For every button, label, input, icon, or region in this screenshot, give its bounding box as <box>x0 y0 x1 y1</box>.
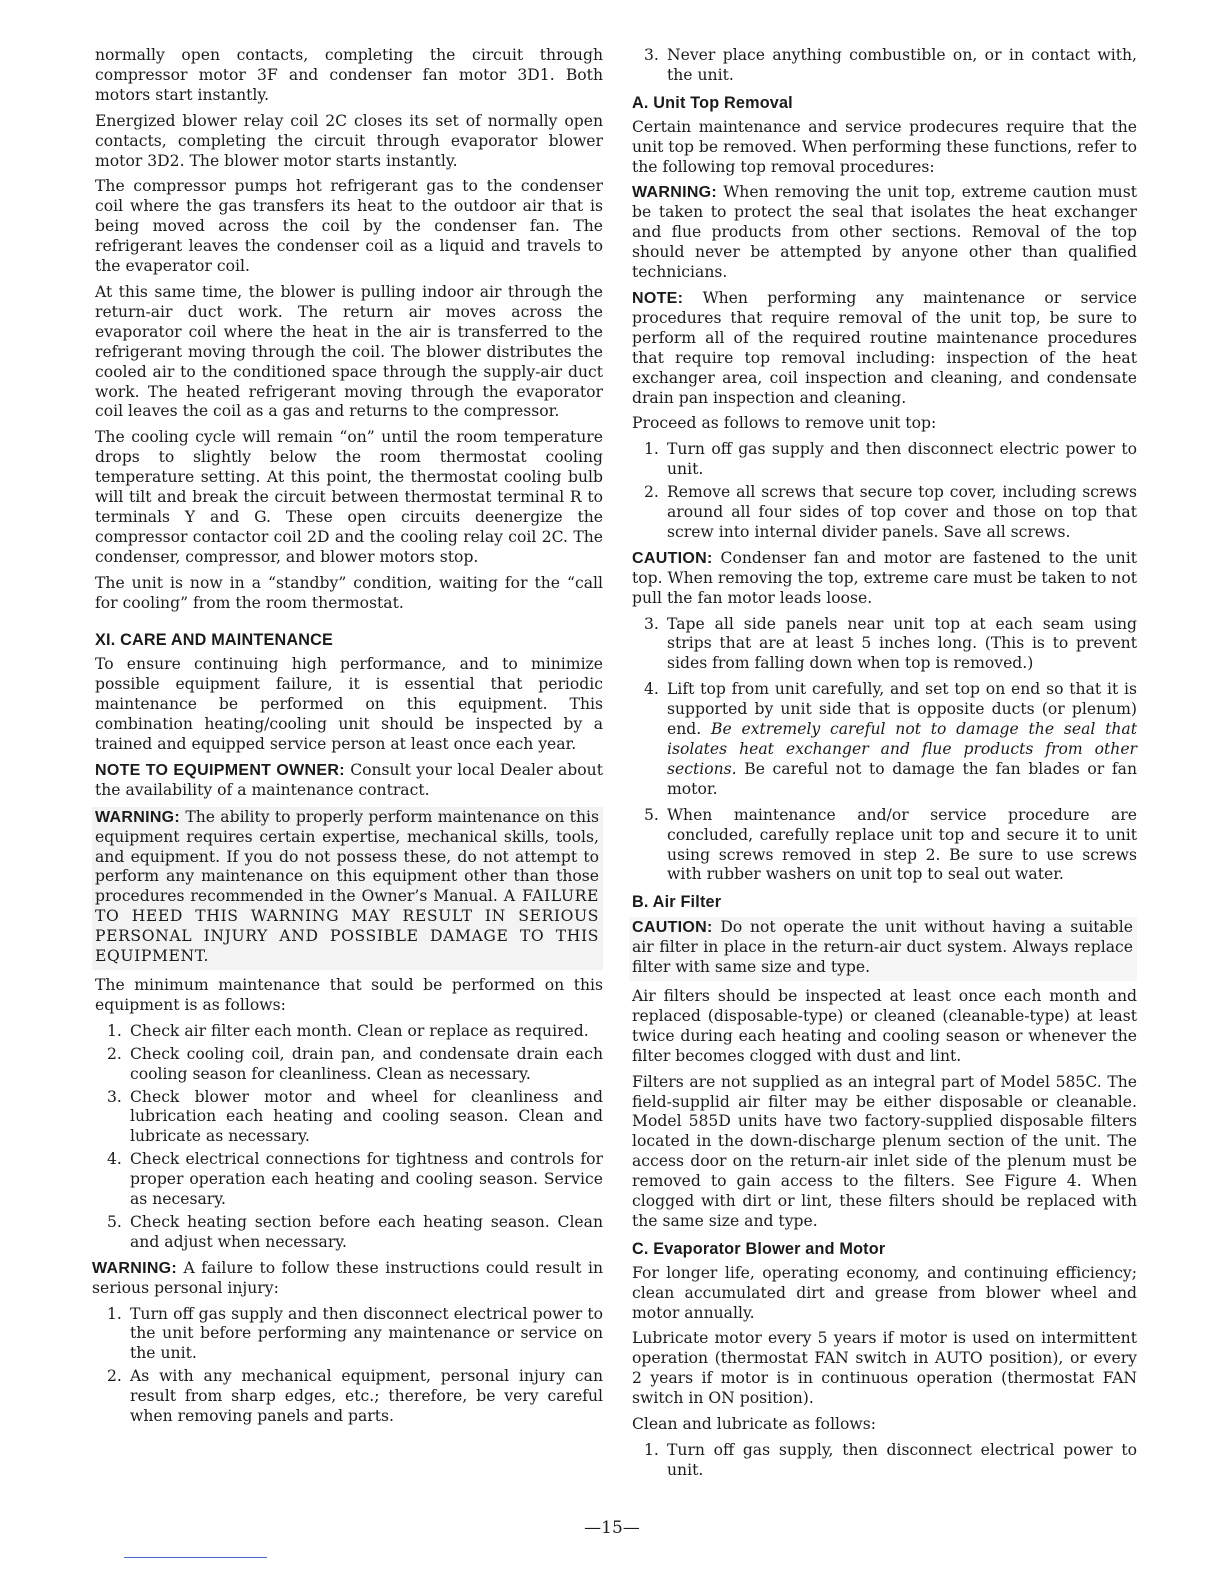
list-item <box>632 806 1137 886</box>
paragraph: Air filters should be inspected at least once each month and replaced (disposable-type) or cleaned (cleanable-type) at least twice during each heating and cooling season or whenever the filter becomes clogged with dust and lint. <box>632 986 1137 1065</box>
caution-text: Condenser fan and motor are fastened to the unit top. When removing the top, extreme care must be taken to not pull the fan motor leads loose. <box>632 548 1137 607</box>
paragraph: The compressor pumps hot refrigerant gas to the condenser coil where the gas transfers its heat to the outdoor air that is being moved across the coil by the condenser fan. The refrigerant leaves the condenser coil as a liquid and travels to the evaperator coil. <box>95 177 603 276</box>
list-text: As with any mechanical equipment, personal injury can result from sharp edges, etc.; therefore, be very careful when removing panels and parts. <box>130 1367 603 1426</box>
paragraph: The minimum maintenance that sould be performed on this equipment is as follows: <box>95 975 603 1014</box>
section-heading: XI. CARE AND MAINTENANCE <box>95 631 334 650</box>
caution-label: CAUTION: <box>632 919 713 937</box>
paragraph: At this same time, the blower is pulling indoor air through the return-air duct work. The return air moves across the evaporator coil where the heat in the air is transferred to the refrigerant moving through the coil. The blower distributes the cooled air to the conditioned space through the supply-air duct work. The heated refrigerant moving through the evaporator coil leaves the coil as a gas and returns to the compressor. <box>95 282 603 421</box>
list-item <box>95 1045 603 1085</box>
paragraph: Lubricate motor every 5 years if motor is used on intermittent operation (thermostat FAN switch in AUTO position), or every 2 years if motor is in continuous operation (thermostat FAN switch in ON position). <box>632 1329 1137 1408</box>
removal-steps <box>632 680 1137 799</box>
list-item <box>632 615 1137 675</box>
list-text: When maintenance and/or service procedure are concluded, carefully replace unit top and secure it to unit using screws removed in step 2. Be sure to use screws with rubber washers on unit top to seal out water. <box>667 805 1137 884</box>
list-number: 3. <box>644 46 659 64</box>
list-text: Never place anything combustible on, or in contact with, the unit. <box>667 46 1137 84</box>
paragraph: Energized blower relay coil 2C closes its set of normally open contacts, completing the circuit through evaporator blower motor 3D2. The blower motor starts instantly. <box>95 111 603 170</box>
list-text: Turn off gas supply and then disconnect electric power to unit. <box>667 440 1137 479</box>
list-number: 2. <box>107 1044 122 1063</box>
list-text: Check air filter each month. Clean or replace as required. <box>130 1021 589 1040</box>
paragraph: For longer life, operating economy, and continuing efficiency; clean accumulated dirt and grease from blower wheel and motor annually. <box>632 1263 1137 1322</box>
paragraph: Filters are not supplied as an integral part of Model 585C. The field-supplid air filter may be either disposable or cleanable. Model 585D units have two factory-supplied disposable filters located in the down-discharge plenum section of the unit. The access door on the return-air inlet side of the plenum must be removed to gain access to the filters. See Figure 4. When clogged with dirt or lint, these filters should be replaced with the same size and type. <box>632 1072 1137 1230</box>
continued-list <box>632 46 1137 86</box>
note-label: NOTE TO EQUIPMENT OWNER: <box>95 761 345 779</box>
list-item <box>95 1088 603 1148</box>
warning-box <box>92 807 603 970</box>
caution-text: Do not operate the unit without having a suitable air filter in place in the return-air duct system. Always replace filter with same size and type. <box>632 918 1133 977</box>
list-item <box>632 46 1137 86</box>
list-text: Lift top from unit carefully, and set top on end so that it is supported by unit side that is opposite ducts (or plenum) end. <box>667 680 1137 739</box>
paragraph: Proceed as follows to remove unit top: <box>632 414 937 433</box>
note-label: NOTE: <box>632 289 684 307</box>
note-to-owner <box>95 761 603 801</box>
list-item <box>632 680 1137 799</box>
paragraph: The cooling cycle will remain “on” until the room temperature drops to slightly below the room thermostat cooling temperature setting. At this point, the thermostat cooling bulb will tilt and break the circuit between thermostat terminal R to terminals Y and G. These open circuits deenergize the compressor contactor coil 2D and the cooling relay coil 2C. The condenser, compressor, and blower motors stop. <box>95 428 603 566</box>
removal-steps <box>632 615 1137 675</box>
list-text: Check heating section before each heating season. Clean and adjust when necessary. <box>130 1212 603 1251</box>
warning-a <box>632 183 1137 283</box>
list-number: 1. <box>107 1021 122 1040</box>
list-text: Tape all side panels near unit top at each seam using strips that are at least 5 inches long. (This is to prevent sides from falling down when top is removed.) <box>667 614 1137 673</box>
section-heading-c: C. Evaporator Blower and Motor <box>632 1239 886 1258</box>
caution-label: CAUTION: <box>632 549 713 567</box>
list-text: Check cooling coil, drain pan, and condensate drain each cooling season for cleanliness. Clean as necessary. <box>130 1044 603 1083</box>
removal-steps <box>632 440 1137 543</box>
list-text: Remove all screws that secure top cover, including screws around all four sides of top cover and those on top that screw into internal divider panels. Save all screws. <box>667 483 1137 541</box>
list-item <box>632 1441 1137 1481</box>
note-text: When performing any maintenance or service procedures that require removal of the unit top, be sure to perform all of the required routine maintenance procedures that require top removal including: inspection of the heat exchanger area, coil inspection and cleaning, and condensate drain pan inspection and cleaning. <box>632 288 1137 407</box>
paragraph: normally open contacts, completing the circuit through compressor motor 3F and condenser fan motor 3D1. Both motors start instantly. <box>95 46 603 104</box>
list-text: Be careful not to damage the fan blades or fan motor. <box>667 759 1137 798</box>
caution-b <box>629 917 1137 981</box>
list-number: 3. <box>644 614 659 633</box>
footer-rule <box>124 1557 267 1558</box>
page-number: —15— <box>584 1518 640 1538</box>
list-number: 4. <box>644 680 659 699</box>
section-heading-b: B. Air Filter <box>632 893 722 912</box>
list-item <box>632 483 1137 543</box>
paragraph: The unit is now in a “standby” condition, waiting for the “call for cooling” from the room thermostat. <box>95 573 603 612</box>
list-number: 5. <box>644 805 659 824</box>
list-number: 1. <box>644 1441 659 1459</box>
list-text: Turn off gas supply and then disconnect electrical power to the unit before performing any maintenance or service on the unit. <box>130 1304 603 1363</box>
right-column <box>632 46 1137 1487</box>
list-number: 4. <box>107 1150 122 1169</box>
warning-text: A failure to follow these instructions could result in serious personal injury: <box>92 1258 603 1297</box>
list-text-italic: Be extremely careful not to damage the seal that isolates heat exchanger and flue products from other sections. <box>667 720 1137 778</box>
note-text: Consult your local Dealer about the availability of a maintenance contract. <box>95 760 603 799</box>
warning-label: WARNING: <box>95 808 181 826</box>
list-text: Check blower motor and wheel for cleanliness and lubrication each heating and cooling season. Clean and lubricate as necessary. <box>130 1087 603 1146</box>
warning-text: The ability to properly perform maintenance on this equipment requires certain expertise, mechanical skills, tools, and equipment. If you do not possess these, do not attempt to perform any maintenance on this equipment other than those procedures recommended in the Owner’s Manual. <box>95 807 599 906</box>
lubrication-steps <box>632 1441 1137 1481</box>
maintenance-list <box>95 1022 603 1253</box>
warning-caps-text: A FAILURE TO HEED THIS WARNING MAY RESULT IN SERIOUS PERSONAL INJURY AND POSSIBLE DAMAGE TO THIS EQUIPMENT. <box>95 887 599 966</box>
section-heading-a: A. Unit Top Removal <box>632 93 793 112</box>
list-number: 5. <box>107 1212 122 1231</box>
caution-a <box>632 549 1137 609</box>
paragraph: Certain maintenance and service prodecures require that the unit top be removed. When performing these functions, refer to the following top removal procedures: <box>632 117 1137 176</box>
removal-steps <box>632 806 1137 886</box>
list-item <box>632 440 1137 480</box>
list-number: 1. <box>107 1304 122 1323</box>
list-text: Check electrical connections for tightness and controls for proper operation each heating and cooling season. Service as necesary. <box>130 1150 603 1209</box>
list-item <box>95 1213 603 1253</box>
paragraph: Clean and lubricate as follows: <box>632 1415 877 1434</box>
warning-label: WARNING: <box>92 1259 178 1277</box>
warning-label: WARNING: <box>632 184 718 202</box>
list-text: Turn off gas supply, then disconnect electrical power to unit. <box>667 1441 1137 1479</box>
paragraph: To ensure continuing high performance, and to minimize possible equipment failure, it is essential that periodic maintenance be performed on this equipment. This combination heating/cooling unit should be inspected by a trained and equipped service person at least once each year. <box>95 655 603 753</box>
list-number: 2. <box>107 1367 122 1386</box>
list-number: 2. <box>644 483 659 502</box>
list-number: 1. <box>644 440 659 459</box>
warning-text: When removing the unit top, extreme caution must be taken to protect the seal that isolates the heat exchanger and flue products from other sections. Removal of the top should never be attempted by anyone other than qualified technicians. <box>632 183 1137 282</box>
list-item <box>95 1305 603 1365</box>
warning-2 <box>92 1259 603 1299</box>
list-number: 3. <box>107 1087 122 1106</box>
left-column <box>92 46 603 1433</box>
list-item <box>95 1150 603 1210</box>
list-item <box>95 1367 603 1427</box>
warning-list <box>95 1305 603 1427</box>
list-item <box>95 1022 603 1042</box>
note-a <box>632 289 1137 408</box>
